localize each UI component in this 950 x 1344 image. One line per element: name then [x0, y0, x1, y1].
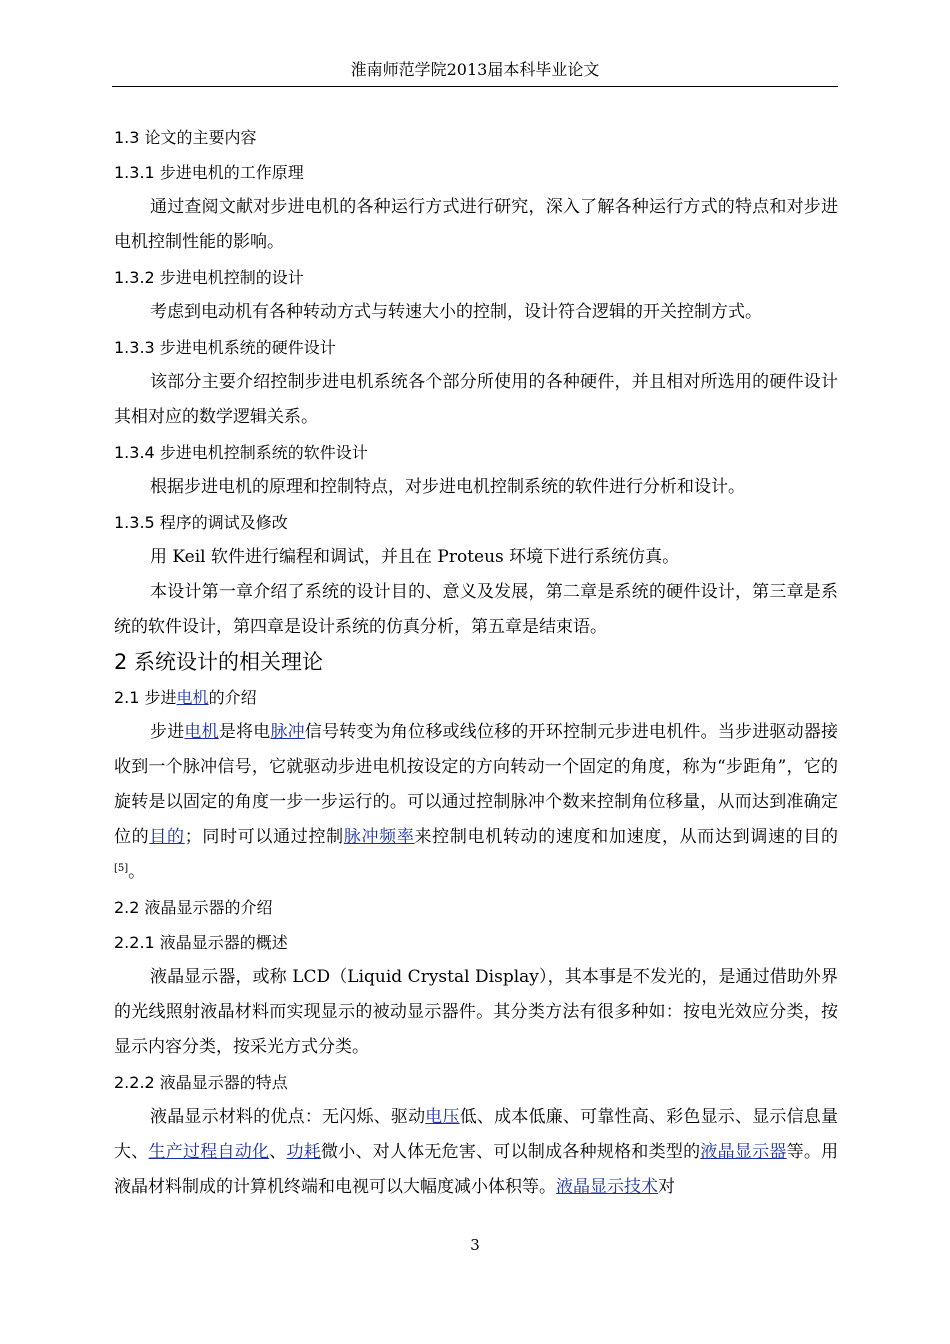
paragraph-1-3-5-a: 用 Keil 软件进行编程和调试，并且在 Proteus 环境下进行系统仿真。: [150, 547, 680, 567]
paragraph-2-2-1: 液晶显示器，或称 LCD（Liquid Crystal Display），其本事是不发光的，是通过借助外界的光线照射液晶材料而实现显示的被动显示器件。其分类方法有很多种如：按电光效应分类，按显示内容分类，按采光方式分类。: [114, 967, 838, 1057]
lcd-technology-link[interactable]: 液晶显示技术: [556, 1177, 658, 1197]
section-heading-1-3-4: 1.3.4 步进电机控制系统的软件设计: [114, 443, 368, 462]
paragraph-1-3-3: 该部分主要介绍控制步进电机系统各个部分所使用的各种硬件，并且相对所选用的硬件设计其相对应的数学逻辑关系。: [114, 372, 838, 427]
text-run: 是将电: [218, 722, 271, 742]
section-heading-2-2-2: 2.2.2 液晶显示器的特点: [114, 1073, 288, 1092]
page-number: 3: [470, 1236, 480, 1254]
section-heading-2-2-1: 2.2.1 液晶显示器的概述: [114, 933, 288, 952]
running-header: 淮南师范学院2013届本科毕业论文: [350, 60, 600, 79]
section-heading-2-2: 2.2 液晶显示器的介绍: [114, 898, 273, 917]
paragraph-1-3-2: 考虑到电动机有各种转动方式与转速大小的控制，设计符合逻辑的开关控制方式。: [150, 302, 762, 322]
text-run: 来控制电机转动的速度和加速度，从而达到调速的目的: [414, 827, 839, 847]
text-run: 、: [269, 1142, 287, 1162]
motor-link[interactable]: 电机: [184, 722, 219, 742]
text-run: 。: [128, 862, 146, 882]
paragraph-2-1: [114, 715, 838, 890]
pulse-frequency-link[interactable]: 脉冲频率: [343, 827, 415, 847]
section-heading-1-3-3: 1.3.3 步进电机系统的硬件设计: [114, 338, 336, 357]
page-content: [114, 120, 838, 1205]
citation-ref: [5]: [114, 863, 129, 874]
motor-link-heading[interactable]: 电机: [176, 688, 209, 707]
paragraph-1-3-4: 根据步进电机的原理和控制特点，对步进电机控制系统的软件进行分析和设计。: [150, 477, 745, 497]
section-heading-1-3-1: 1.3.1 步进电机的工作原理: [114, 163, 304, 182]
text-run: 步进: [150, 722, 185, 742]
heading-2-1-suffix: 的介绍: [208, 688, 257, 707]
section-heading-1-3: 1.3 论文的主要内容: [114, 128, 257, 147]
chapter-heading-2: 2 系统设计的相关理论: [114, 650, 324, 674]
text-run: 低、成本低廉、可靠性高、彩色显示、显示信息量大、: [114, 1107, 839, 1162]
section-heading-2-1: [114, 680, 838, 715]
section-heading-1-3-2: 1.3.2 步进电机控制的设计: [114, 268, 304, 287]
automation-link[interactable]: 生产过程自动化: [148, 1142, 270, 1162]
text-run: 对: [658, 1177, 675, 1197]
section-heading-1-3-5: 1.3.5 程序的调试及修改: [114, 513, 288, 532]
pulse-link[interactable]: 脉冲: [270, 722, 305, 742]
paragraph-1-3-5-b: 本设计第一章介绍了系统的设计目的、意义及发展，第二章是系统的硬件设计，第三章是系统的软件设计，第四章是设计系统的仿真分析，第五章是结束语。: [114, 582, 838, 637]
purpose-link[interactable]: 目的: [149, 827, 185, 847]
text-run: 液晶显示材料的优点：无闪烁、驱动: [150, 1107, 426, 1127]
text-run: 信号转变为角位移或线位移的开环控制元步进电机件。当步进驱动器接收到一个脉冲信号，它就驱动步进电机按设定的方向转动一个固定的角度，称为“步距角”，它的旋转是以固定的角度一步一步运行的。可以通过控制脉冲个数来控制角位移量，从而达到准确定位的: [114, 722, 839, 847]
power-link[interactable]: 功耗: [286, 1142, 321, 1162]
paragraph-1-3-1: 通过查阅文献对步进电机的各种运行方式进行研究，深入了解各种运行方式的特点和对步进电机控制性能的影响。: [114, 197, 838, 252]
voltage-link[interactable]: 电压: [425, 1107, 460, 1127]
text-run: 微小、对人体无危害、可以制成各种规格和类型的: [320, 1142, 701, 1162]
heading-2-1-prefix: 2.1 步进: [114, 688, 177, 707]
text-run: 等。用液晶材料制成的计算机终端和电视可以大幅度减小体积等。: [114, 1142, 839, 1197]
header-rule: [112, 86, 838, 87]
text-run: ；同时可以通过控制: [184, 827, 344, 847]
paragraph-2-2-2: [114, 1100, 838, 1205]
lcd-link[interactable]: 液晶显示器: [700, 1142, 787, 1162]
